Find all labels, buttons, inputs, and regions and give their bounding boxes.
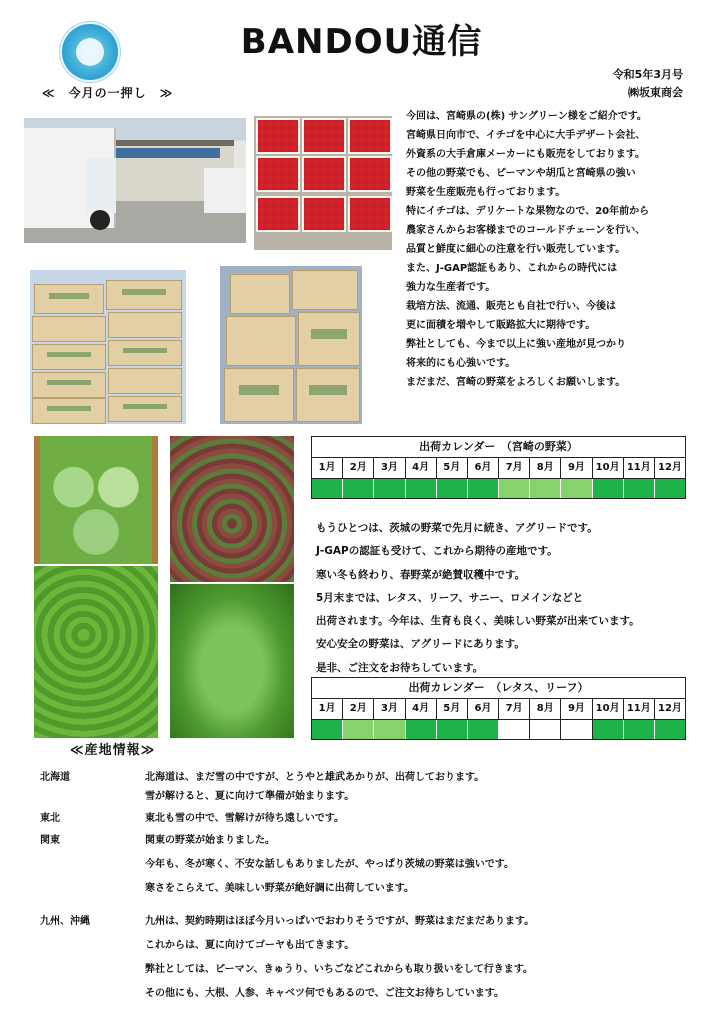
photo-cucumber-boxes [30, 270, 186, 424]
region-text: 今年も、冬が寒く、不安な話しもありましたが、やっぱり茨城の野菜は強いです。 [145, 859, 514, 870]
photo-leaf-lettuce [34, 566, 158, 738]
calendar-segment-5 [437, 720, 468, 739]
calendar-title: 出荷カレンダー （宮崎の野菜） [312, 437, 685, 458]
month-label: 10月 [593, 458, 624, 478]
photo-strawberry-trays [254, 116, 392, 250]
issue-date: 令和5年3月号 [612, 68, 683, 81]
month-label: 10月 [593, 699, 624, 719]
calendar-segment-10 [593, 720, 624, 739]
month-label: 9月 [561, 458, 592, 478]
intro-line: また、J-GAP認証もあり、これからの時代には [406, 263, 618, 274]
calendar-segment-6 [468, 479, 499, 498]
month-label: 2月 [343, 699, 374, 719]
calendar-segment-7 [499, 720, 530, 739]
calendar-segment-4 [406, 720, 437, 739]
month-label: 5月 [437, 699, 468, 719]
calendar-segment-10 [593, 479, 624, 498]
intro-line: 栽培方法、流通、販売とも自社で行い、今後は [406, 301, 616, 312]
intro-line: まだまだ、宮崎の野菜をよろしくお願いします。 [406, 377, 626, 388]
photo-facility-truck [24, 118, 246, 243]
agreed-paragraph [316, 517, 696, 680]
section-heading-pick: ≪ 今月の一押し ≫ [42, 86, 174, 100]
mid-line: 出荷されます。今年は、生育も良く、美味しい野菜が出来ています。 [316, 615, 640, 628]
photo-romaine-lettuce [170, 584, 294, 738]
calendar-segment-9 [561, 479, 592, 498]
calendar-segment-12 [655, 479, 685, 498]
mid-line: 5月末までは、レタス、リーフ、サニー、ロメインなどと [316, 591, 584, 604]
calendar-segment-1 [312, 720, 343, 739]
region-text: 関東の野菜が始まりました。 [145, 835, 275, 846]
calendar-segment-3 [374, 720, 405, 739]
region-text: 寒さをこらえて、美味しい野菜が絶好調に出荷しています。 [145, 883, 414, 894]
region-text: その他にも、大根、人参、キャベツ何でもあるので、ご注文お待ちしています。 [145, 988, 504, 999]
shipping-calendar-lettuce [311, 677, 686, 740]
mid-line: J-GAPの認証も受けて、これから期待の産地です。 [316, 545, 558, 558]
month-label: 11月 [624, 699, 655, 719]
region-name-kyushu: 九州、沖縄 [40, 916, 90, 927]
intro-line: 品質と鮮度に細心の注意を行い販売しています。 [406, 244, 626, 255]
month-label: 5月 [437, 458, 468, 478]
calendar-segment-2 [343, 479, 374, 498]
photo-lettuce-crate [34, 436, 158, 564]
intro-line: 強力な生産者です。 [406, 282, 496, 293]
month-label: 2月 [343, 458, 374, 478]
calendar-bar [312, 479, 685, 498]
calendar-bar [312, 720, 685, 739]
intro-line: 野菜を生産販売も行っております。 [406, 187, 566, 198]
calendar-segment-4 [406, 479, 437, 498]
month-label: 9月 [561, 699, 592, 719]
region-name-hokkaido: 北海道 [40, 772, 70, 783]
calendar-segment-1 [312, 479, 343, 498]
mid-line: 是非、ご注文をお待ちしています。 [316, 661, 484, 674]
intro-line: 外資系の大手倉庫メーカーにも販売をしております。 [406, 149, 645, 160]
month-label: 7月 [499, 458, 530, 478]
month-label: 11月 [624, 458, 655, 478]
calendar-segment-8 [530, 720, 561, 739]
intro-line: その他の野菜でも、ピーマンや胡瓜と宮崎県の強い [406, 168, 636, 179]
month-label: 7月 [499, 699, 530, 719]
calendar-segment-9 [561, 720, 592, 739]
calendar-segment-5 [437, 479, 468, 498]
calendar-segment-11 [624, 720, 655, 739]
calendar-segment-11 [624, 479, 655, 498]
intro-line: 将来的にも心強いです。 [406, 358, 516, 369]
calendar-segment-3 [374, 479, 405, 498]
company-name: ㈱坂東商会 [628, 86, 683, 99]
mid-line: 寒い冬も終わり、春野菜が絶賛収穫中です。 [316, 568, 526, 581]
newsletter-title: BANDOU通信 [240, 22, 483, 62]
calendar-title: 出荷カレンダー （レタス、リーフ） [312, 678, 685, 699]
mid-line: もうひとつは、茨城の野菜で先月に続き、アグリードです。 [316, 522, 598, 534]
month-label: 4月 [406, 458, 437, 478]
month-label: 12月 [658, 703, 682, 714]
calendar-segment-2 [343, 720, 374, 739]
month-label: 6月 [468, 699, 499, 719]
month-label: 6月 [468, 458, 499, 478]
calendar-segment-6 [468, 720, 499, 739]
month-label: 4月 [406, 699, 437, 719]
region-text: 弊社としては、ピーマン、きゅうり、いちごなどこれからも取り扱いをして行きます。 [145, 964, 533, 975]
month-label: 3月 [374, 458, 405, 478]
calendar-segment-7 [499, 479, 530, 498]
intro-paragraph [406, 107, 706, 392]
intro-line: 今回は、宮崎県の(株) サングリーン様をご紹介です。 [406, 111, 647, 122]
calendar-months [312, 699, 685, 720]
region-name-kanto: 関東 [40, 835, 60, 846]
region-text: 北海道は、まだ雪の中ですが、とうやと雄武あかりが、出荷しております。 [145, 772, 485, 783]
region-name-tohoku: 東北 [40, 813, 60, 824]
month-label: 1月 [312, 458, 343, 478]
intro-line: 宮崎県日向市で、イチゴを中心に大手デザート会社、 [406, 130, 646, 141]
shipping-calendar-miyazaki [311, 436, 686, 499]
month-label: 8月 [530, 699, 561, 719]
intro-line: 農家さんからお客様までのコールドチェーンを行い、 [406, 225, 646, 236]
month-label: 1月 [312, 699, 343, 719]
intro-line: 更に面積を増やして販路拡大に期待です。 [406, 320, 596, 331]
photo-red-leaf-lettuce [170, 436, 294, 582]
photo-pepper-boxes [220, 266, 362, 424]
mid-line: 安心安全の野菜は、アグリードにあります。 [316, 638, 525, 651]
region-text: これからは、夏に向けてゴーヤも出てきます。 [145, 940, 355, 951]
intro-line: 弊社としても、今まで以上に強い産地が見つかり [406, 339, 626, 350]
region-text: 九州は、契約時期はほぼ今月いっぱいでおわりそうですが、野菜はまだまだあります。 [145, 916, 535, 927]
calendar-months [312, 458, 685, 479]
area-info-heading: ≪産地情報≫ [70, 743, 156, 758]
month-label: 8月 [530, 458, 561, 478]
calendar-segment-12 [655, 720, 685, 739]
calendar-segment-8 [530, 479, 561, 498]
intro-line: 特にイチゴは、デリケートな果物なので、20年前から [406, 206, 650, 217]
month-label: 12月 [658, 462, 682, 473]
month-label: 3月 [374, 699, 405, 719]
region-text: 雪が解けると、夏に向けて準備が始まります。 [145, 791, 355, 802]
region-text: 東北も雪の中で、雪解けが待ち遠しいです。 [145, 813, 344, 824]
